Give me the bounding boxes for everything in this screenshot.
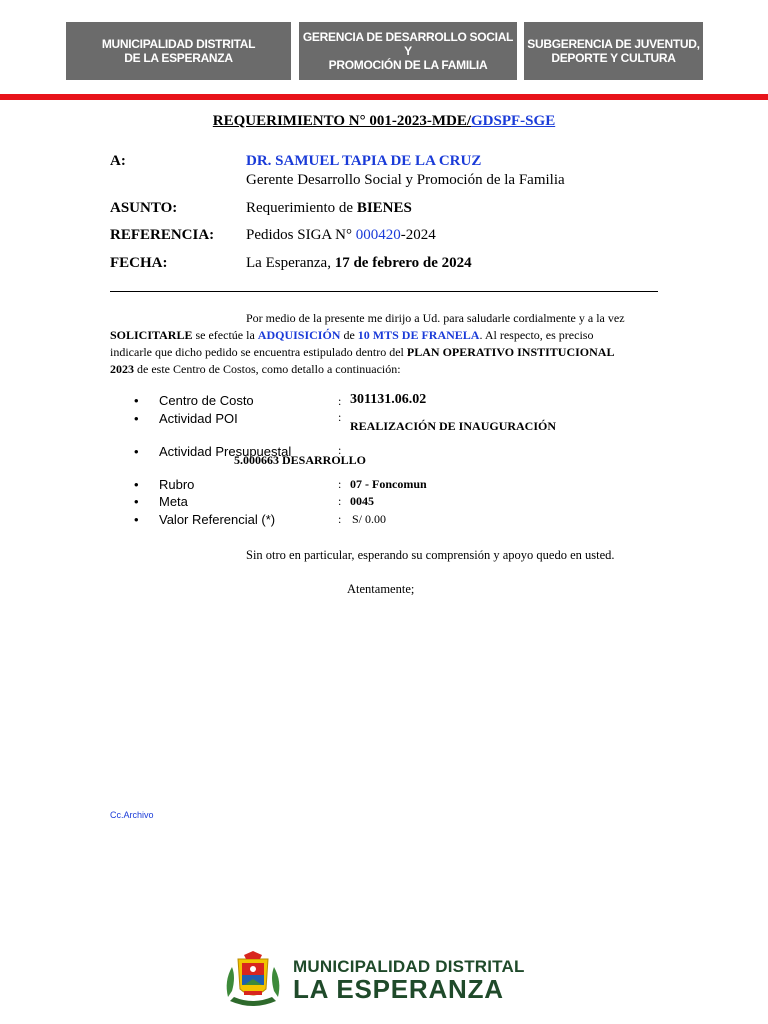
field-label-referencia: REFERENCIA:: [110, 227, 215, 243]
detail-value-actividad-presupuestal: 5.000663 DESARROLLO: [234, 453, 367, 467]
body-bold-adquisicion: ADQUISICIÓN: [257, 328, 341, 342]
body-bold-solicitarle: SOLICITARLE: [110, 328, 193, 342]
detail-label-meta: Meta: [159, 494, 188, 509]
ref-prefix: Pedidos SIGA N°: [246, 227, 356, 243]
detail-colon: :: [338, 443, 342, 457]
body-line-4: [110, 361, 658, 378]
header-box-line: GERENCIA DE DESARROLLO SOCIAL Y: [302, 30, 514, 58]
bullet-icon: •: [134, 512, 139, 527]
cc-archivo: Cc.Archivo: [110, 810, 154, 820]
header-box-municipalidad: [66, 22, 291, 80]
field-label-asunto: ASUNTO:: [110, 200, 178, 216]
referencia-value: [246, 227, 436, 244]
body-text: se efectúe la: [192, 328, 258, 342]
header-red-rule: [0, 94, 768, 100]
header-box-gerencia: [299, 22, 517, 80]
bullet-icon: •: [134, 444, 139, 459]
detail-colon: :: [338, 394, 342, 408]
bullet-icon: •: [134, 494, 139, 509]
closing-line: Sin otro en particular, esperando su comprensión y apoyo quedo en usted.: [246, 548, 615, 562]
ref-suffix: -2024: [400, 227, 436, 243]
bullet-icon: •: [134, 477, 139, 492]
fecha-prefix: La Esperanza,: [246, 255, 335, 271]
detail-colon: :: [338, 410, 342, 424]
body-line-3: [110, 344, 658, 361]
fecha-bold: 17 de febrero de 2024: [334, 255, 472, 271]
ref-number: 000420: [355, 227, 401, 243]
detail-label-actividad-presupuestal: Actividad Presupuestal: [159, 444, 292, 459]
body-bold-year: 2023: [110, 362, 134, 376]
body-bold-item: 10 MTS DE FRANELA: [357, 328, 480, 342]
municipal-shield-icon: [222, 951, 284, 1009]
body-line-2: [110, 327, 658, 344]
body-text: indicarle que dicho pedido se encuentra estipulado dentro del: [110, 345, 407, 359]
detail-colon: :: [338, 512, 342, 526]
recipient-name: DR. SAMUEL TAPIA DE LA CRUZ: [246, 153, 482, 169]
detail-label-actividad-poi: Actividad POI: [159, 411, 238, 426]
detail-label-rubro: Rubro: [159, 477, 195, 492]
salutation: Atentamente;: [347, 582, 415, 596]
body-text: . Al respecto, es preciso: [479, 328, 594, 342]
logo-text-line-2: LA ESPERANZA: [293, 974, 504, 1004]
detail-value-centro-costo: 301131.06.02: [350, 392, 427, 407]
header-box-subgerencia: [524, 22, 703, 80]
asunto-bold: BIENES: [356, 200, 412, 216]
field-label-a: A:: [110, 153, 126, 169]
title-suffix: GDSPF-SGE: [471, 113, 556, 129]
body-bold-plan: PLAN OPERATIVO INSTITUCIONAL: [406, 345, 615, 359]
detail-value-actividad-poi: REALIZACIÓN DE INAUGURACIÓN: [350, 419, 557, 433]
recipient-position: Gerente Desarrollo Social y Promoción de la Familia: [246, 172, 565, 188]
header-box-line: MUNICIPALIDAD DISTRITAL: [101, 37, 256, 51]
body-text: de: [340, 328, 358, 342]
detail-colon: :: [338, 494, 342, 508]
header-box-line: SUBGERENCIA DE JUVENTUD,: [527, 37, 700, 51]
detail-colon: :: [338, 477, 342, 491]
detail-label-valor-referencial: Valor Referencial (*): [159, 512, 276, 527]
document-title: [0, 113, 768, 130]
body-text: de este Centro de Costos, como detallo a continuación:: [134, 362, 401, 376]
separator-line: [110, 291, 658, 292]
header-box-line: DEPORTE Y CULTURA: [551, 51, 676, 65]
detail-value-rubro: 07 - Foncomun: [350, 477, 427, 491]
header-box-line: PROMOCIÓN DE LA FAMILIA: [328, 58, 488, 72]
bullet-icon: •: [134, 393, 139, 408]
detail-value-valor-referencial: S/ 0.00: [352, 512, 387, 526]
detail-label-centro-costo: Centro de Costo: [159, 393, 254, 408]
bullet-icon: •: [134, 411, 139, 426]
title-prefix: REQUERIMIENTO N° 001-2023-MDE/: [212, 113, 472, 129]
header-box-line: DE LA ESPERANZA: [124, 51, 233, 65]
field-label-fecha: FECHA:: [110, 255, 168, 271]
asunto-prefix: Requerimiento de: [246, 200, 357, 216]
body-paragraph: [110, 310, 658, 378]
body-line-1: Por medio de la presente me dirijo a Ud. para saludarle cordialmente y a la vez: [246, 311, 625, 325]
detail-value-meta: 0045: [350, 494, 374, 508]
asunto-value: [246, 200, 420, 217]
logo-text-line-1: MUNICIPALIDAD DISTRITAL: [293, 957, 525, 976]
fecha-value: [246, 255, 482, 272]
